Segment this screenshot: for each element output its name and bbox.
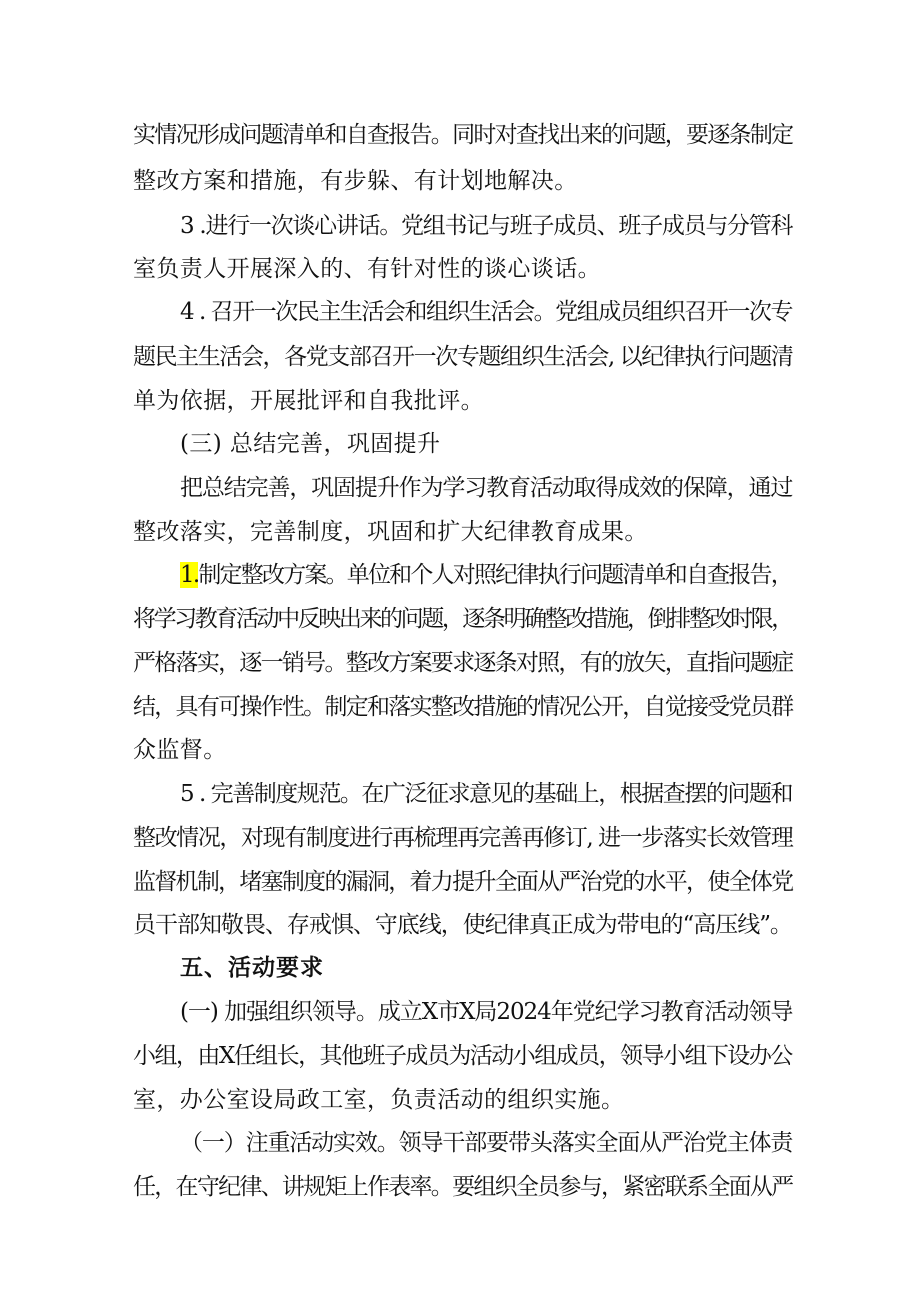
body-text-line: 单为依据，开展批评和自我批评。 [133, 388, 484, 414]
body-text-line: 室，办公室设局政工室，负责活动的组织实施。 [133, 1087, 625, 1113]
list-item-3: 3 .进行一次谈心讲话。党组书记与班子成员、班子成员与分管科 [180, 213, 793, 239]
body-text-line: 小组，由X任组长，其他班子成员为活动小组成员，领导小组下设办公 [133, 1043, 792, 1069]
body-text-line: 员干部知敬畏、存戒惧、守底线，使纪律真正成为带电的“高压线”。 [133, 912, 792, 938]
body-text-line: （一）注重活动实效。领导干部要带头落实全面从严治党主体责 [180, 1130, 793, 1156]
body-text-line: 任，在守纪律、讲规矩上作表率。要组织全员参与，紧密联系全面从严 [133, 1174, 793, 1200]
list-item-1 [180, 560, 792, 590]
body-text-line: 监督机制，堵塞制度的漏洞，着力提升全面从严治党的水平，使全体党 [133, 869, 793, 895]
body-text-line: 室负责人开展深入的、有针对性的谈心谈话。 [133, 256, 601, 282]
section-heading: 五、活动要求 [180, 955, 324, 981]
body-text-line: 整改情况，对现有制度进行再梳理再完善再修订, 进一步落实长效管理 [133, 825, 793, 851]
list-item-4: 4 . 召开一次民主生活会和组织生活会。党组成员组织召开一次专 [180, 299, 792, 325]
body-text-line: (一) 加强组织领导。成立X市X局2024年党纪学习教育活动领导 [180, 999, 793, 1025]
body-text-line: 把总结完善，巩固提升作为学习教育活动取得成效的保障，通过 [180, 475, 793, 501]
body-text-line: 实情况形成问题清单和自查报告。同时对查找出来的问题，要逐条制定 [133, 122, 793, 148]
body-text-line: 题民主生活会，各党支部召开一次专题组织生活会, 以纪律执行问题清 [133, 344, 793, 370]
body-text-line: 将学习教育活动中反映出来的问题，逐条明确整改措施，倒排整改时限， [133, 606, 792, 632]
list-item-5: 5 . 完善制度规范。在广泛征求意见的基础上，根据查摆的问题和 [180, 781, 792, 807]
section-subheading: (三) 总结完善，巩固提升 [180, 431, 441, 457]
body-text-line: 严格落实，逐一销号。整改方案要求逐条对照，有的放矢，直指问题症 [133, 650, 793, 676]
highlighted-list-number: 1. [180, 562, 199, 588]
list-item-1-text: 制定整改方案。单位和个人对照纪律执行问题清单和自查报告， [198, 562, 792, 588]
body-text-line: 整改落实，完善制度，巩固和扩大纪律教育成果。 [133, 519, 648, 545]
body-text-line: 整改方案和措施，有步躲、有计划地解决。 [133, 168, 578, 194]
body-text-line: 众监督。 [133, 737, 227, 763]
body-text-line: 结，具有可操作性。制定和落实整改措施的情况公开，自觉接受党员群 [133, 694, 793, 720]
